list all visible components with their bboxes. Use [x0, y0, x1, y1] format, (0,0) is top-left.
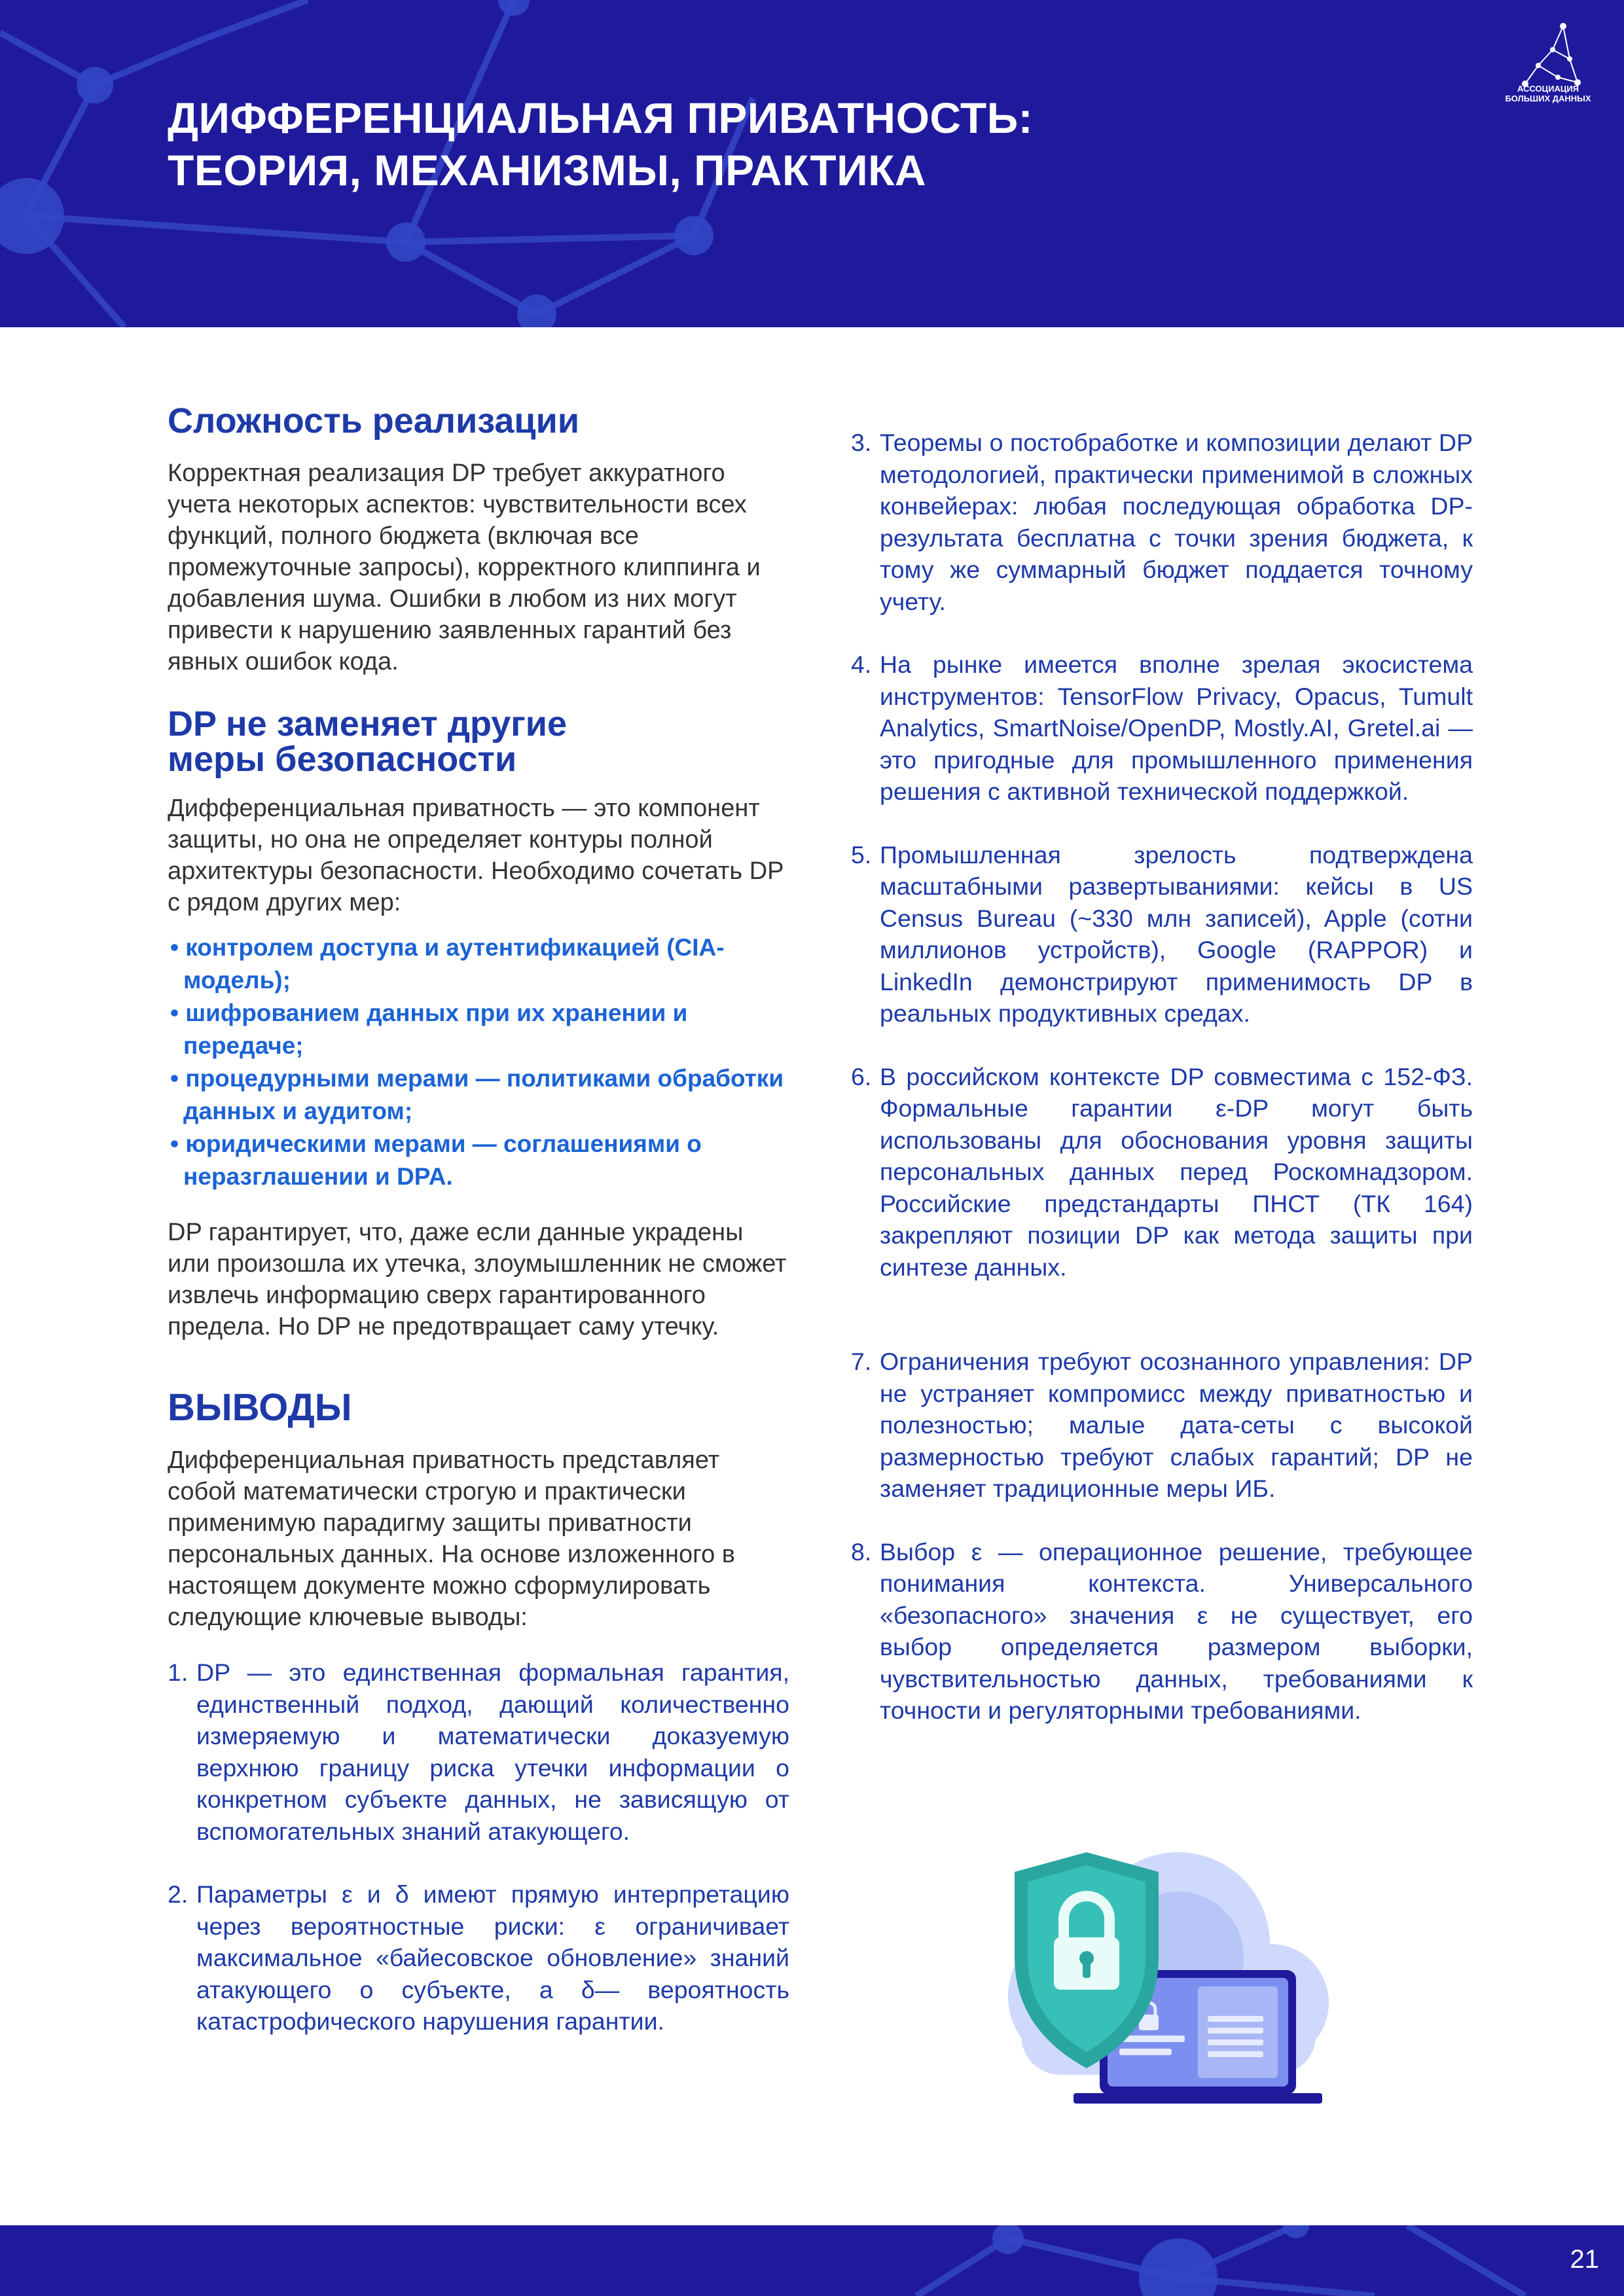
network-pattern-icon [0, 2225, 1624, 2296]
item-text: Промышленная зрелость подтверждена масштабными развертываниями: кейсы в US Census Bureau (~330 млн записей), Apple (сотни миллионов устройств), Google (RAPPOR) и LinkedIn демонстрируют применимость DP в реальных продуктивных средах. [880, 840, 1473, 1027]
list-item: • юридическими мерами — соглашениями о неразглашении и DPA. [170, 1130, 702, 1190]
item-number: 4. [851, 651, 872, 678]
logo-line-1: АССОЦИАЦИЯ [1517, 84, 1579, 94]
item-text: Теоремы о постобработке и композиции делают DP методологией, практически применимой в сложных конвейерах: любая последующая обработка DP-результата бесплатна с точки зрения бюджета, к тому же суммарный бюджет поддается точному учету. [880, 429, 1473, 615]
conclusion-item-3 [851, 427, 1473, 617]
conclusion-item-2 [168, 1878, 789, 2037]
heading-line-2: меры безопасности [168, 740, 517, 779]
item-text: Выбор ε — операционное решение, требующее понимания контекста. Универсального «безопасного» значения ε не существует, его выбор определяется размером выборки, чувствительностью данных, требованиями к точности и регуляторными требованиями. [880, 1537, 1473, 1724]
title-line-1: ДИФФЕРЕНЦИАЛЬНАЯ ПРИВАТНОСТЬ: [168, 94, 1034, 142]
right-column [851, 427, 1473, 1727]
item-text: Параметры ε и δ имеют прямую интерпретацию через вероятностные риски: ε ограничивает максимальное «байесовское обновление» знаний атакующего о субъекте, а δ— вероятность катастрофического нарушения гарантии. [196, 1880, 789, 2035]
item-number: 1. [168, 1659, 189, 1686]
item-text: Ограничения требуют осознанного управления: DP не устраняет компромисс между приватностью и полезностью; малые дата-сеты с высокой размерностью требуют слабых гарантий; DP не заменяет традиционные меры ИБ. [880, 1348, 1473, 1502]
section-text-complexity: Корректная реализация DP требует аккуратного учета некоторых аспектов: чувствительности всех функций, полного бюджета (включая все промежуточные запросы), корректного клиппинга и добавления шума. Ошибки в любом из них могут привести к нарушению заявленных гарантий без явных ошибок кода. [168, 459, 761, 675]
left-column [168, 393, 789, 2037]
section-text-dp-guarantee: DP гарантирует, что, даже если данные украдены или произошла их утечка, злоумышленник не сможет извлечь информацию сверх гарантированного предела. Но DP не предотвращает саму утечку. [168, 1219, 787, 1340]
item-text: В российском контексте DP совместима с 152-ФЗ. Формальные гарантии ε-DP могут быть использованы для обоснования уровня защиты персональных данных перед Роскомнадзором. Российские предстандарты ПНСТ (ТК 164) закрепляют позиции DP как метода защиты при синтезе данных. [880, 1062, 1473, 1281]
item-text: DP — это единственная формальная гарантия, единственный подход, дающий количественно измеряемую и математически доказуемую верхнюю границу риска утечки информации о конкретном субъекте данных, не зависящую от вспомогательных знаний атакующего. [196, 1659, 789, 1845]
conclusion-item-7 [851, 1346, 1473, 1505]
item-number: 8. [851, 1537, 872, 1566]
document-title [168, 92, 1033, 196]
conclusion-item-8 [851, 1536, 1473, 1727]
security-measures-list [168, 931, 789, 1193]
list-item: • процедурными мерами — политиками обработки данных и аудитом; [170, 1065, 784, 1124]
logo-text [1499, 84, 1597, 103]
conclusion-item-1 [168, 1657, 789, 1847]
section-text-conclusions: Дифференциальная приватность представляет собой математически строгую и практически применимую парадигму защиты приватности персональных данных. На основе изложенного в настоящем документе можно сформулировать следующие ключевые выводы: [168, 1446, 735, 1631]
item-number: 6. [851, 1062, 872, 1090]
item-number: 2. [168, 1880, 189, 1908]
item-number: 7. [851, 1348, 872, 1375]
item-text: На рынке имеется вполне зрелая экосистема инструментов: TensorFlow Privacy, Opacus, Tumult Analytics, SmartNoise/OpenDP, Mostly.AI, Gretel.ai — это пригодные для промышленного применения решения с активной технической поддержкой. [880, 651, 1473, 805]
section-heading-conclusions: ВЫВОДЫ [168, 1386, 352, 1429]
item-number: 3. [851, 429, 872, 456]
page-number: 21 [1570, 2245, 1599, 2274]
conclusion-item-5 [851, 839, 1473, 1030]
section-text-dp-not-replace: Дифференциальная приватность — это компонент защиты, но она не определяет контуры полной архитектуры безопасности. Необходимо сочетать DP с рядом других мер: [168, 795, 784, 916]
section-heading-dp-not-replace [168, 706, 789, 777]
list-item: • контролем доступа и аутентификацией (CIA-модель); [170, 934, 725, 994]
conclusion-item-6 [851, 1061, 1473, 1283]
list-item: • шифрованием данных при их хранении и передаче; [170, 999, 688, 1059]
item-number: 5. [851, 840, 872, 869]
page-footer [0, 2225, 1624, 2296]
security-cloud-laptop-icon [982, 1846, 1348, 2121]
section-heading-complexity: Сложность реализации [168, 401, 580, 440]
page-header [0, 0, 1624, 327]
title-line-2: ТЕОРИЯ, МЕХАНИЗМЫ, ПРАКТИКА [168, 146, 927, 194]
logo-line-2: БОЛЬШИХ ДАННЫХ [1505, 94, 1591, 103]
heading-line-1: DP не заменяет другие [168, 704, 568, 744]
conclusion-item-4 [851, 649, 1473, 808]
